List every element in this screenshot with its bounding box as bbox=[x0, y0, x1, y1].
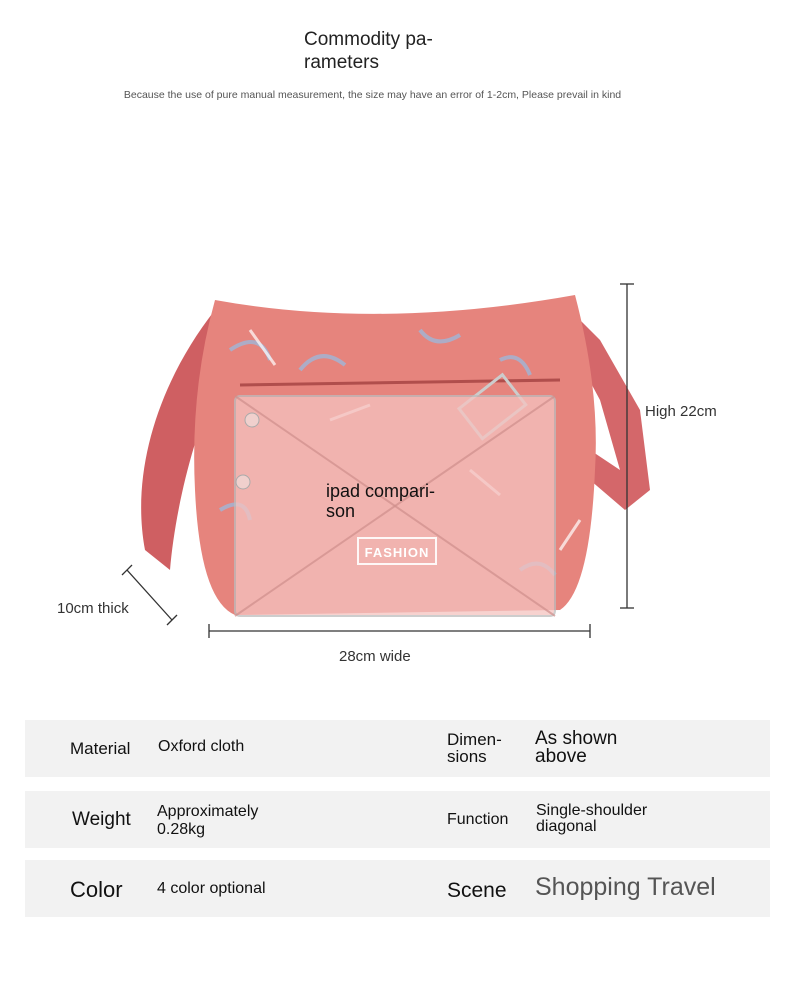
param-label: Weight bbox=[72, 809, 131, 830]
zipper-pull bbox=[245, 413, 259, 427]
param-label: Material bbox=[70, 739, 131, 758]
page-title: Commodity pa- rameters bbox=[304, 29, 433, 73]
param-value: Approximately 0.28kg bbox=[157, 803, 259, 838]
param-value: Single-shoulder diagonal bbox=[536, 802, 648, 835]
param-label: Color bbox=[70, 877, 123, 902]
thickness-dimension-line bbox=[122, 565, 177, 625]
param-label: Function bbox=[447, 811, 509, 828]
ipad-comparison-label: ipad compari- son bbox=[326, 481, 436, 521]
param-row-weight bbox=[25, 791, 770, 848]
param-row-material bbox=[25, 720, 770, 777]
param-row-color bbox=[25, 860, 770, 917]
width-dimension-line bbox=[209, 624, 590, 638]
thickness-label: 10cm thick bbox=[57, 600, 129, 617]
param-value: Shopping Travel bbox=[535, 873, 716, 901]
measurement-note: Because the use of pure manual measurement, the size may have an error of 1-2cm, Please prevail in kind bbox=[123, 89, 622, 101]
zipper-pull bbox=[236, 475, 250, 489]
param-value: Oxford cloth bbox=[158, 738, 245, 755]
width-label: 28cm wide bbox=[339, 648, 411, 665]
param-label: Scene bbox=[447, 879, 507, 902]
param-value: As shown above bbox=[535, 728, 618, 767]
height-label: High 22cm bbox=[645, 403, 717, 420]
param-value: 4 color optional bbox=[157, 880, 266, 897]
param-label: Dimen- sions bbox=[447, 730, 502, 766]
fashion-badge: FASHION bbox=[357, 537, 437, 565]
